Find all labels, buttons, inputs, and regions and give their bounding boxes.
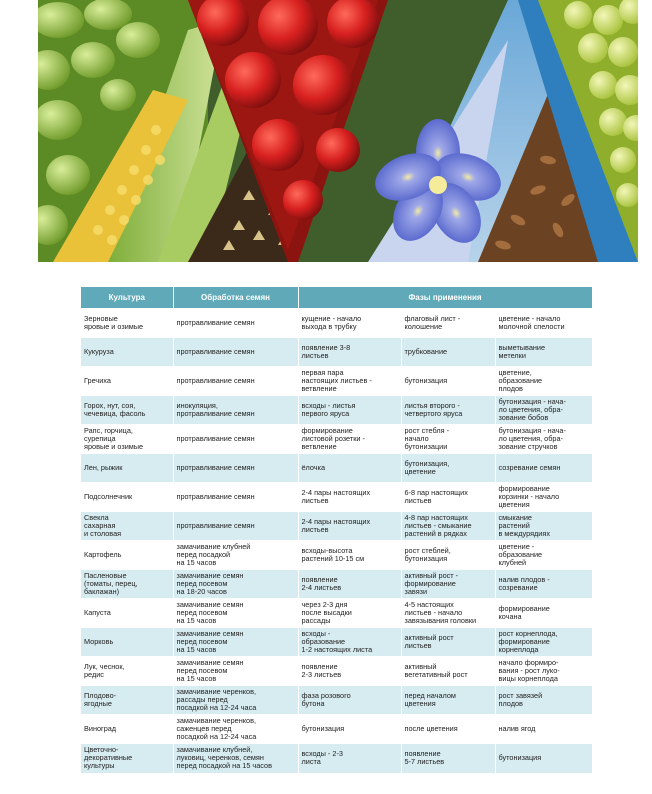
crop-cell-text: Морковь bbox=[84, 637, 114, 646]
phase-3-cell-text: бутонизация - нача- ло цветения, обра- зование стручков bbox=[498, 426, 566, 451]
crop-cell bbox=[81, 744, 173, 773]
phase-2-cell bbox=[401, 541, 495, 570]
phase-3-cell bbox=[495, 483, 592, 512]
treatment-cell bbox=[173, 425, 298, 454]
treatment-cell bbox=[173, 744, 298, 773]
phase-1-cell bbox=[298, 454, 401, 483]
treatment-cell-text: замачивание черенков, рассады перед посадкой на 12-24 часа bbox=[176, 687, 257, 712]
phase-3-cell bbox=[495, 657, 592, 686]
treatment-cell bbox=[173, 367, 298, 396]
phase-2-cell-text: активный вегетативный рост bbox=[404, 662, 468, 679]
phase-2-cell bbox=[401, 309, 495, 338]
phase-3-cell bbox=[495, 628, 592, 657]
phase-1-cell-text: 2-4 пары настоящих листьев bbox=[301, 517, 371, 534]
treatment-cell bbox=[173, 686, 298, 715]
table-row bbox=[81, 599, 592, 628]
phase-1-cell bbox=[298, 309, 401, 338]
phase-2-cell-text: после цветения bbox=[404, 724, 458, 733]
table-row bbox=[81, 396, 592, 425]
phase-3-cell-text: цветение, образование плодов bbox=[498, 368, 543, 393]
phase-3-cell-text: формирование корзинки - начало цветения bbox=[498, 484, 560, 509]
phase-1-cell bbox=[298, 425, 401, 454]
table-row bbox=[81, 570, 592, 599]
phase-2-cell-text: бутонизация, цветение bbox=[404, 459, 450, 476]
phase-1-cell bbox=[298, 367, 401, 396]
phase-2-cell bbox=[401, 657, 495, 686]
application-phases-table-wrap bbox=[81, 287, 592, 773]
phase-2-cell-text: рост стеблей, бутонизация bbox=[404, 546, 451, 563]
table-row bbox=[81, 483, 592, 512]
phase-2-cell bbox=[401, 512, 495, 541]
phase-3-cell-text: смыкание растений в междурядиях bbox=[498, 513, 550, 538]
crop-cell bbox=[81, 309, 173, 338]
crop-cell bbox=[81, 396, 173, 425]
phase-2-cell bbox=[401, 483, 495, 512]
crop-cell bbox=[81, 483, 173, 512]
crop-cell bbox=[81, 367, 173, 396]
treatment-cell-text: замачивание семян перед посевом на 15 часов bbox=[176, 658, 244, 683]
crop-cell bbox=[81, 425, 173, 454]
phase-2-cell bbox=[401, 454, 495, 483]
crop-cell bbox=[81, 599, 173, 628]
phase-1-cell-text: появление 2-3 листьев bbox=[301, 662, 342, 679]
phase-1-cell-text: всходы - образование 1-2 настоящих листа bbox=[301, 629, 373, 654]
crops-banner-image bbox=[38, 0, 638, 262]
phase-2-cell-text: бутонизация bbox=[404, 376, 448, 385]
phase-2-cell-text: перед началом цветения bbox=[404, 691, 456, 708]
phase-2-cell bbox=[401, 686, 495, 715]
phase-1-cell bbox=[298, 570, 401, 599]
treatment-cell-text: протравливание семян bbox=[176, 492, 255, 501]
phase-3-cell-text: формирование кочана bbox=[498, 604, 550, 621]
phase-3-cell-text: бутонизация - нача- ло цветения, обра- зование бобов bbox=[498, 397, 566, 422]
treatment-cell-text: замачивание семян перед посевом на 18-20 часов bbox=[176, 571, 244, 596]
treatment-cell-text: инокуляция, протравливание семян bbox=[176, 401, 255, 418]
table-row bbox=[81, 686, 592, 715]
phase-1-cell bbox=[298, 744, 401, 773]
phase-3-cell bbox=[495, 425, 592, 454]
phase-2-cell-text: активный рост - формирование завязи bbox=[404, 571, 459, 596]
treatment-cell-text: протравливание семян bbox=[176, 434, 255, 443]
phase-1-cell-text: фаза розового бутона bbox=[301, 691, 351, 708]
phase-2-cell-text: трубкование bbox=[404, 347, 448, 356]
phase-1-cell-text: появление 2-4 листьев bbox=[301, 575, 342, 592]
phase-1-cell-text: формирование листовой розетки - ветвление bbox=[301, 426, 365, 451]
table-row bbox=[81, 657, 592, 686]
crop-cell bbox=[81, 686, 173, 715]
crop-cell bbox=[81, 512, 173, 541]
phase-3-cell bbox=[495, 715, 592, 744]
phase-2-cell bbox=[401, 599, 495, 628]
treatment-cell-text: протравливание семян bbox=[176, 347, 255, 356]
phase-3-cell-text: налив плодов - созревание bbox=[498, 575, 550, 592]
phase-2-cell bbox=[401, 425, 495, 454]
phase-1-cell bbox=[298, 396, 401, 425]
crop-cell bbox=[81, 454, 173, 483]
phase-2-cell bbox=[401, 715, 495, 744]
treatment-cell bbox=[173, 512, 298, 541]
header-treatment: Обработка семян bbox=[173, 287, 298, 309]
phase-2-cell bbox=[401, 338, 495, 367]
crop-cell-text: Лен, рыжик bbox=[84, 463, 123, 472]
phase-1-cell bbox=[298, 483, 401, 512]
phase-1-cell bbox=[298, 657, 401, 686]
treatment-cell-text: протравливание семян bbox=[176, 376, 255, 385]
phase-1-cell-text: всходы-высота растений 10-15 см bbox=[301, 546, 365, 563]
banner-illustration bbox=[38, 0, 638, 262]
phase-1-cell bbox=[298, 512, 401, 541]
crop-cell-text: Свекла сахарная и столовая bbox=[84, 513, 122, 538]
phase-1-cell bbox=[298, 715, 401, 744]
crop-cell bbox=[81, 628, 173, 657]
phase-3-cell bbox=[495, 454, 592, 483]
phase-3-cell-text: созревание семян bbox=[498, 463, 561, 472]
crop-cell bbox=[81, 541, 173, 570]
phase-3-cell bbox=[495, 396, 592, 425]
table-row bbox=[81, 715, 592, 744]
phase-3-cell bbox=[495, 541, 592, 570]
crop-cell-text: Капуста bbox=[84, 608, 111, 617]
phase-3-cell bbox=[495, 686, 592, 715]
crop-cell-text: Кукуруза bbox=[84, 347, 114, 356]
treatment-cell-text: замачивание семян перед посевом на 15 часов bbox=[176, 629, 244, 654]
treatment-cell bbox=[173, 338, 298, 367]
phase-2-cell-text: 4-5 настоящих листьев - начало завязывания головки bbox=[404, 600, 477, 625]
phase-2-cell bbox=[401, 396, 495, 425]
phase-3-cell bbox=[495, 599, 592, 628]
phase-2-cell-text: 6-8 пар настоящих листьев bbox=[404, 488, 468, 505]
phase-1-cell-text: всходы - листья первого яруса bbox=[301, 401, 356, 418]
crop-cell-text: Плодово- ягодные bbox=[84, 691, 117, 708]
phase-1-cell-text: всходы - 2-3 листа bbox=[301, 749, 343, 767]
treatment-cell bbox=[173, 570, 298, 599]
table-body bbox=[81, 309, 592, 773]
table-row bbox=[81, 512, 592, 541]
table-row bbox=[81, 367, 592, 396]
treatment-cell bbox=[173, 657, 298, 686]
phase-2-cell bbox=[401, 570, 495, 599]
phase-1-cell-text: первая пара настоящих листьев - ветвление bbox=[301, 368, 372, 393]
phase-2-cell-text: рост стебля - начало бутонизации bbox=[404, 426, 450, 451]
phase-1-cell-text: ёлочка bbox=[301, 463, 326, 472]
table-row bbox=[81, 541, 592, 570]
phase-1-cell-text: 2-4 пары настоящих листьев bbox=[301, 488, 371, 505]
table-row bbox=[81, 628, 592, 657]
phase-1-cell bbox=[298, 628, 401, 657]
treatment-cell-text: протравливание семян bbox=[176, 521, 255, 530]
phase-1-cell bbox=[298, 686, 401, 715]
crop-cell-text: Лук, чеснок, редис bbox=[84, 662, 125, 679]
phase-2-cell bbox=[401, 367, 495, 396]
treatment-cell bbox=[173, 309, 298, 338]
phase-1-cell bbox=[298, 541, 401, 570]
phase-3-cell-text: рост корнеплода, формирование корнеплода bbox=[498, 629, 558, 654]
treatment-cell bbox=[173, 628, 298, 657]
crop-cell-text: Гречиха bbox=[84, 376, 111, 385]
treatment-cell-text: замачивание черенков, саженцев перед посадкой на 12-24 часа bbox=[176, 716, 257, 741]
treatment-cell bbox=[173, 454, 298, 483]
header-phases: Фазы применения bbox=[298, 287, 592, 309]
header-culture: Культура bbox=[81, 287, 173, 309]
crop-cell bbox=[81, 715, 173, 744]
phase-3-cell bbox=[495, 570, 592, 599]
phase-3-cell bbox=[495, 338, 592, 367]
phase-2-cell bbox=[401, 628, 495, 657]
crop-cell bbox=[81, 570, 173, 599]
phase-3-cell bbox=[495, 367, 592, 396]
phase-2-cell-text: появление 5-7 листьев bbox=[404, 749, 445, 767]
phase-1-cell bbox=[298, 599, 401, 628]
phase-3-cell bbox=[495, 309, 592, 338]
crop-cell bbox=[81, 657, 173, 686]
phase-3-cell bbox=[495, 744, 592, 773]
phase-3-cell-text: бутонизация bbox=[498, 753, 542, 763]
phase-3-cell-text: цветение - образование клубней bbox=[498, 542, 543, 567]
treatment-cell-text: протравливание семян bbox=[176, 463, 255, 472]
crop-cell-text: Картофель bbox=[84, 550, 122, 559]
treatment-cell bbox=[173, 396, 298, 425]
phase-3-cell bbox=[495, 512, 592, 541]
crop-cell-text: Виноград bbox=[84, 724, 117, 733]
application-phases-table bbox=[81, 287, 593, 773]
treatment-cell-text: замачивание клубней, луковиц, черенков, семян перед посадкой на 15 часов bbox=[176, 745, 272, 771]
crop-cell-text: Цветочно- декоративные культуры bbox=[84, 745, 133, 771]
crop-cell-text: Рапс, горчица, сурепица яровые и озимые bbox=[84, 426, 144, 451]
treatment-cell-text: замачивание семян перед посевом на 15 часов bbox=[176, 600, 244, 625]
phase-2-cell bbox=[401, 744, 495, 773]
phase-2-cell-text: 4-8 пар настоящих листьев - смыкание растений в рядках bbox=[404, 513, 472, 538]
table-row bbox=[81, 309, 592, 338]
phase-3-cell-text: налив ягод bbox=[498, 724, 536, 733]
table-header-row bbox=[81, 287, 592, 309]
table-row bbox=[81, 454, 592, 483]
phase-3-cell-text: выметывание метелки bbox=[498, 343, 546, 360]
table-row bbox=[81, 425, 592, 454]
treatment-cell bbox=[173, 483, 298, 512]
phase-2-cell-text: флаговый лист - колошение bbox=[404, 314, 461, 331]
table-row bbox=[81, 338, 592, 367]
phase-1-cell-text: через 2-3 дня после высадки рассады bbox=[301, 600, 352, 625]
phase-1-cell-text: бутонизация bbox=[301, 724, 345, 733]
phase-3-cell-text: рост завязей плодов bbox=[498, 691, 543, 708]
table-row bbox=[81, 744, 592, 773]
crop-cell bbox=[81, 338, 173, 367]
phase-2-cell-text: активный рост листьев bbox=[404, 633, 454, 650]
phase-2-cell-text: листья второго - четвертого яруса bbox=[404, 401, 463, 418]
crop-cell-text: Пасленовые (томаты, перец, баклажан) bbox=[84, 571, 138, 596]
treatment-cell-text: замачивание клубней перед посадкой на 15 часов bbox=[176, 542, 251, 567]
crop-cell-text: Подсолнечник bbox=[84, 492, 133, 501]
treatment-cell-text: протравливание семян bbox=[176, 318, 255, 327]
phase-1-cell-text: появление 3-8 листьев bbox=[301, 343, 351, 360]
phase-3-cell-text: начало формиро- вания - рост луко- вицы корнеплода bbox=[498, 658, 560, 683]
phase-3-cell-text: цветение - начало молочной спелости bbox=[498, 314, 565, 331]
crop-cell-text: Зерновые яровые и озимые bbox=[84, 314, 144, 331]
phase-1-cell bbox=[298, 338, 401, 367]
treatment-cell bbox=[173, 715, 298, 744]
crop-cell-text: Горох, нут, соя, чечевица, фасоль bbox=[84, 401, 146, 418]
treatment-cell bbox=[173, 541, 298, 570]
treatment-cell bbox=[173, 599, 298, 628]
phase-1-cell-text: кущение - начало выхода в трубку bbox=[301, 314, 362, 331]
